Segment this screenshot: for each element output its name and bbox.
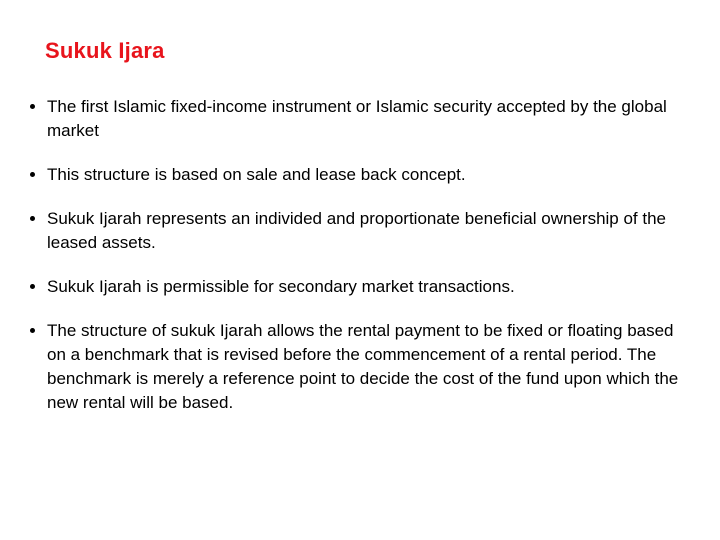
bullet-text: The structure of sukuk Ijarah allows the rental payment to be fixed or floating based on a benchmark that is revised before the commencement of a rental period. The benchmark is merely a reference point to decide the cost of the fund upon which the new rental will be based. bbox=[47, 321, 679, 412]
bullet-dot-icon bbox=[30, 172, 35, 177]
bullet-list bbox=[22, 95, 692, 415]
bullet-dot-icon bbox=[30, 104, 35, 109]
bullet-item bbox=[22, 163, 692, 187]
slide-title: Sukuk Ijara bbox=[45, 38, 165, 63]
bullet-text: This structure is based on sale and lease back concept. bbox=[47, 165, 466, 184]
bullet-dot-icon bbox=[30, 328, 35, 333]
bullet-item bbox=[22, 207, 692, 255]
bullet-text: The first Islamic fixed-income instrument or Islamic security accepted by the global market bbox=[47, 97, 667, 140]
bullet-item bbox=[22, 95, 692, 143]
bullet-dot-icon bbox=[30, 216, 35, 221]
bullet-text: Sukuk Ijarah is permissible for secondary market transactions. bbox=[47, 277, 515, 296]
bullet-text: Sukuk Ijarah represents an individed and proportionate beneficial ownership of the leased assets. bbox=[47, 209, 667, 252]
bullet-item bbox=[22, 275, 692, 299]
bullet-dot-icon bbox=[30, 284, 35, 289]
bullet-item bbox=[22, 319, 692, 415]
